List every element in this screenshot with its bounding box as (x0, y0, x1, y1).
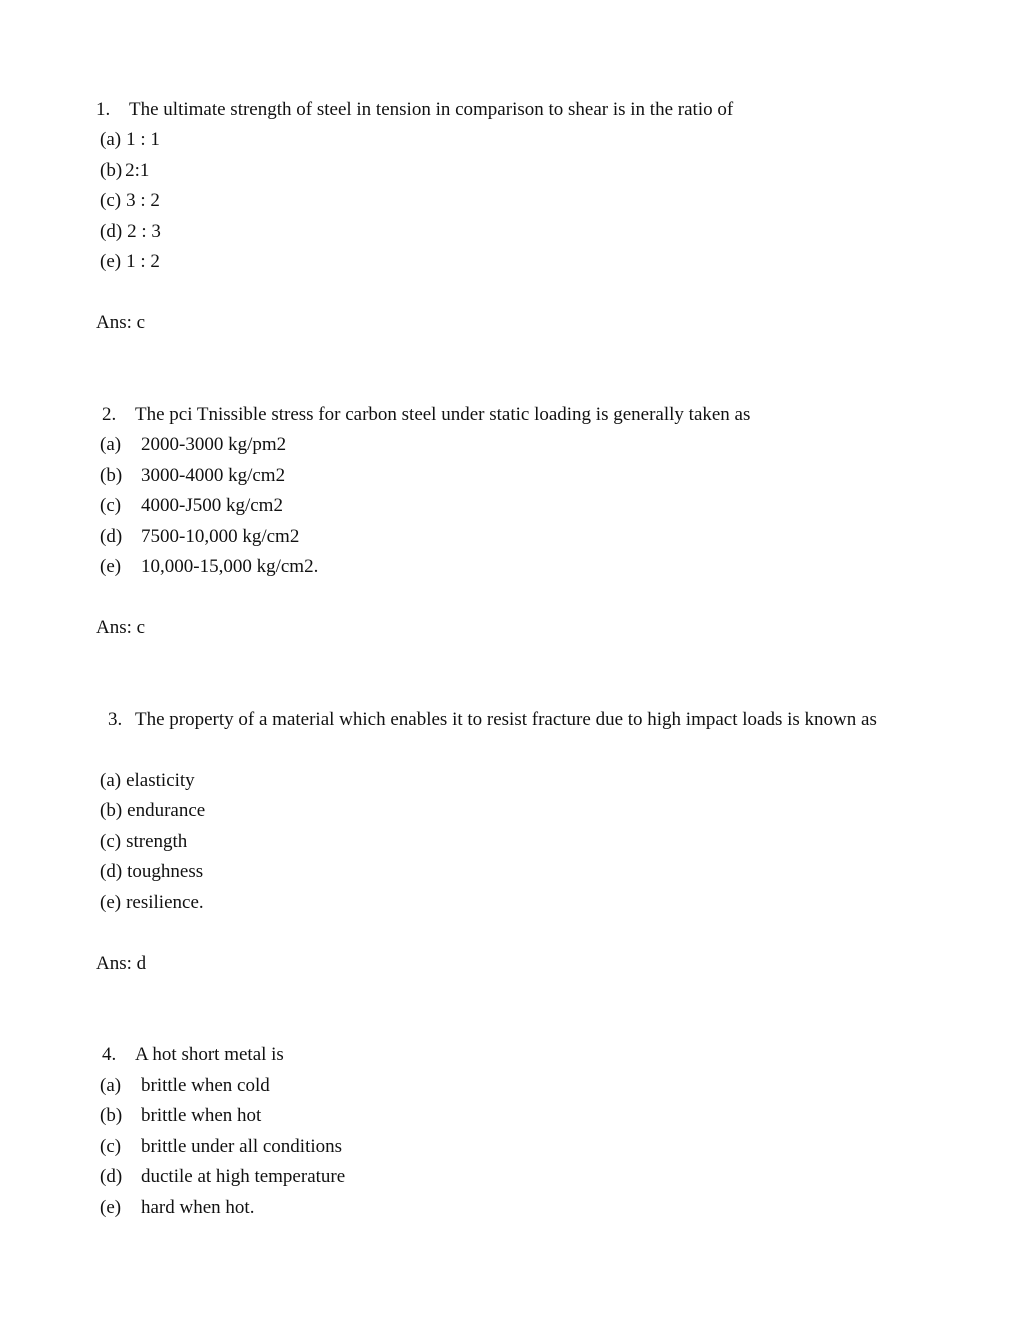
option-label: (d) (100, 221, 123, 242)
question-3 (96, 705, 926, 736)
question-text: The property of a material which enables it to resist fracture due to high impact loads is known as (135, 709, 877, 730)
option-text: 3 : 2 (126, 190, 160, 211)
option-label: (e) (100, 1197, 122, 1218)
option-text: 7500-10,000 kg/cm2 (141, 526, 300, 547)
option-text: brittle when hot (141, 1105, 262, 1126)
answer-1: Ans: c (96, 312, 146, 333)
option-label: (a) (100, 129, 122, 150)
question-number: 4. (102, 1044, 117, 1065)
option-text: toughness (127, 861, 204, 882)
answer-3: Ans: d (96, 953, 147, 974)
option-4e (100, 1196, 254, 1220)
option-text: 2:1 (125, 160, 150, 181)
option-1d (100, 220, 161, 244)
question-number: 3. (108, 709, 123, 730)
option-2b (100, 464, 285, 488)
option-label: (b) (100, 465, 123, 486)
option-3e (100, 891, 204, 915)
option-text: 2000-3000 kg/pm2 (141, 434, 287, 455)
option-text: 3000-4000 kg/cm2 (141, 465, 286, 486)
option-label: (b) (100, 160, 123, 181)
option-label: (d) (100, 526, 123, 547)
option-2d (100, 525, 299, 549)
question-2 (102, 403, 750, 427)
question-text: A hot short metal is (135, 1044, 284, 1065)
option-text: strength (126, 831, 188, 852)
question-number: 2. (102, 404, 117, 425)
option-label: (a) (100, 434, 122, 455)
option-4b (100, 1104, 261, 1128)
option-2e (100, 555, 318, 579)
option-label: (e) (100, 556, 122, 577)
option-1c (100, 189, 160, 213)
question-text: The ultimate strength of steel in tension in comparison to shear is in the ratio of (129, 99, 734, 120)
option-3d (100, 860, 203, 884)
option-3c (100, 830, 187, 854)
option-label: (c) (100, 495, 122, 516)
option-label: (b) (100, 800, 123, 821)
option-label: (a) (100, 770, 122, 791)
option-text: resilience. (126, 892, 204, 913)
option-text: 2 : 3 (127, 221, 161, 242)
option-label: (c) (100, 831, 122, 852)
option-label: (d) (100, 1166, 123, 1187)
question-4 (102, 1043, 284, 1067)
option-text: brittle under all conditions (141, 1136, 343, 1157)
option-text: endurance (127, 800, 206, 821)
option-text: hard when hot. (141, 1197, 255, 1218)
option-3a (100, 769, 195, 793)
option-4d (100, 1165, 345, 1189)
option-4c (100, 1135, 342, 1159)
option-label: (c) (100, 190, 122, 211)
option-text: 1 : 1 (126, 129, 160, 150)
option-label: (a) (100, 1075, 122, 1096)
option-1a (100, 128, 160, 152)
option-2c (100, 494, 283, 518)
option-label: (e) (100, 251, 122, 272)
option-label: (d) (100, 861, 123, 882)
option-text: 10,000-15,000 kg/cm2. (141, 556, 319, 577)
option-label: (c) (100, 1136, 122, 1157)
option-text: elasticity (126, 770, 195, 791)
option-1e (100, 250, 160, 274)
question-number: 1. (96, 99, 111, 120)
option-3b (100, 799, 205, 823)
option-text: ductile at high temperature (141, 1166, 346, 1187)
option-1b (100, 159, 149, 183)
option-text: 1 : 2 (126, 251, 160, 272)
option-text: brittle when cold (141, 1075, 270, 1096)
option-label: (e) (100, 892, 122, 913)
option-text: 4000-J500 kg/cm2 (141, 495, 283, 516)
answer-2: Ans: c (96, 617, 146, 638)
question-text: The pci Tnissible stress for carbon steel under static loading is generally taken as (135, 404, 751, 425)
option-4a (100, 1074, 270, 1098)
option-2a (100, 433, 286, 457)
question-1 (96, 98, 733, 122)
option-label: (b) (100, 1105, 123, 1126)
